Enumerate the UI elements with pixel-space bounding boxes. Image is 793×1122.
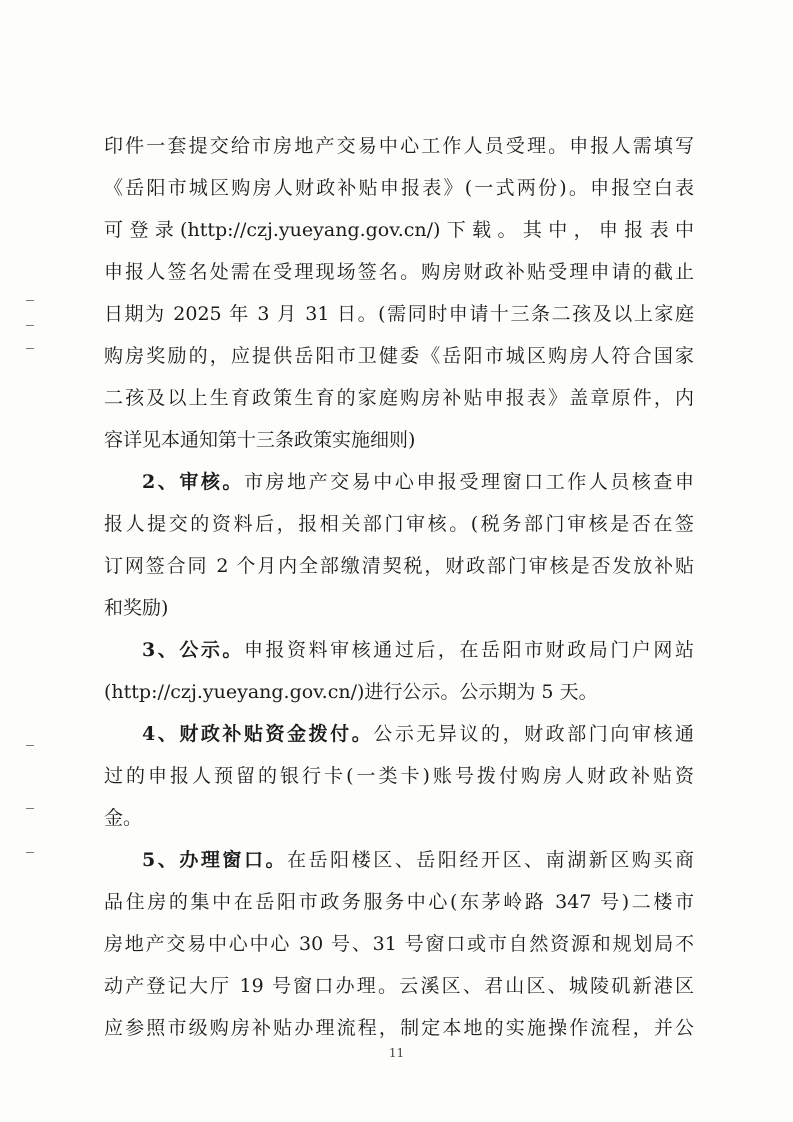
text-line: 3、公示。申报资料审核通过后，在岳阳市财政局门户网站	[142, 639, 694, 661]
text-line: 二孩及以上生育政策生育的家庭购房补贴申报表》盖章原件，内	[104, 387, 694, 409]
text-line: 购房奖励的，应提供岳阳市卫健委《岳阳市城区购房人符合国家	[104, 345, 694, 367]
text-line: 应参照市级购房补贴办理流程，制定本地的实施操作流程，并公	[104, 1017, 694, 1039]
text-line: 动产登记大厅 19 号窗口办理。云溪区、君山区、城陵矶新港区	[104, 975, 694, 997]
scan-mark	[26, 325, 34, 326]
text-line: 报人提交的资料后，报相关部门审核。(税务部门审核是否在签	[104, 513, 694, 535]
section-heading: 5、办理窗口。	[142, 849, 288, 871]
text-line: 过的申报人预留的银行卡(一类卡)账号拨付购房人财政补贴资	[104, 765, 694, 787]
text-line: 订网签合同 2 个月内全部缴清契税，财政部门审核是否发放补贴	[104, 555, 694, 577]
text-line: 《岳阳市城区购房人财政补贴申报表》(一式两份)。申报空白表	[104, 177, 694, 199]
scan-mark	[26, 808, 34, 809]
text-line: 可登录(http://czj.yueyang.gov.cn/)下载。其中，申报表中	[104, 219, 694, 241]
text-line: 4、财政补贴资金拨付。公示无异议的，财政部门向审核通	[142, 723, 694, 745]
scan-mark	[26, 852, 34, 853]
scan-mark	[26, 300, 34, 301]
text-line: (http://czj.yueyang.gov.cn/)进行公示。公示期为 5 天。	[104, 681, 598, 703]
text-line: 品住房的集中在岳阳市政务服务中心(东茅岭路 347 号)二楼市	[104, 891, 694, 913]
text-line: 申报人签名处需在受理现场签名。购房财政补贴受理申请的截止	[104, 261, 694, 283]
text-line: 房地产交易中心中心 30 号、31 号窗口或市自然资源和规划局不	[104, 933, 694, 955]
scan-mark	[26, 348, 34, 349]
text-line: 和奖励)	[104, 597, 169, 619]
section-heading: 2、审核。	[142, 471, 244, 493]
page-number: 11	[388, 1046, 405, 1060]
text-line: 5、办理窗口。在岳阳楼区、岳阳经开区、南湖新区购买商	[142, 849, 694, 871]
text-line: 2、审核。市房地产交易中心申报受理窗口工作人员核查申	[142, 471, 694, 493]
scan-mark	[26, 745, 34, 746]
text-line: 金。	[104, 807, 143, 829]
text-line: 容详见本通知第十三条政策实施细则)	[104, 429, 416, 451]
section-heading: 3、公示。	[142, 639, 244, 661]
text-line: 印件一套提交给市房地产交易中心工作人员受理。申报人需填写	[104, 135, 694, 157]
text-line: 日期为 2025 年 3 月 31 日。(需同时申请十三条二孩及以上家庭	[104, 303, 694, 325]
section-heading: 4、财政补贴资金拨付。	[142, 723, 374, 745]
